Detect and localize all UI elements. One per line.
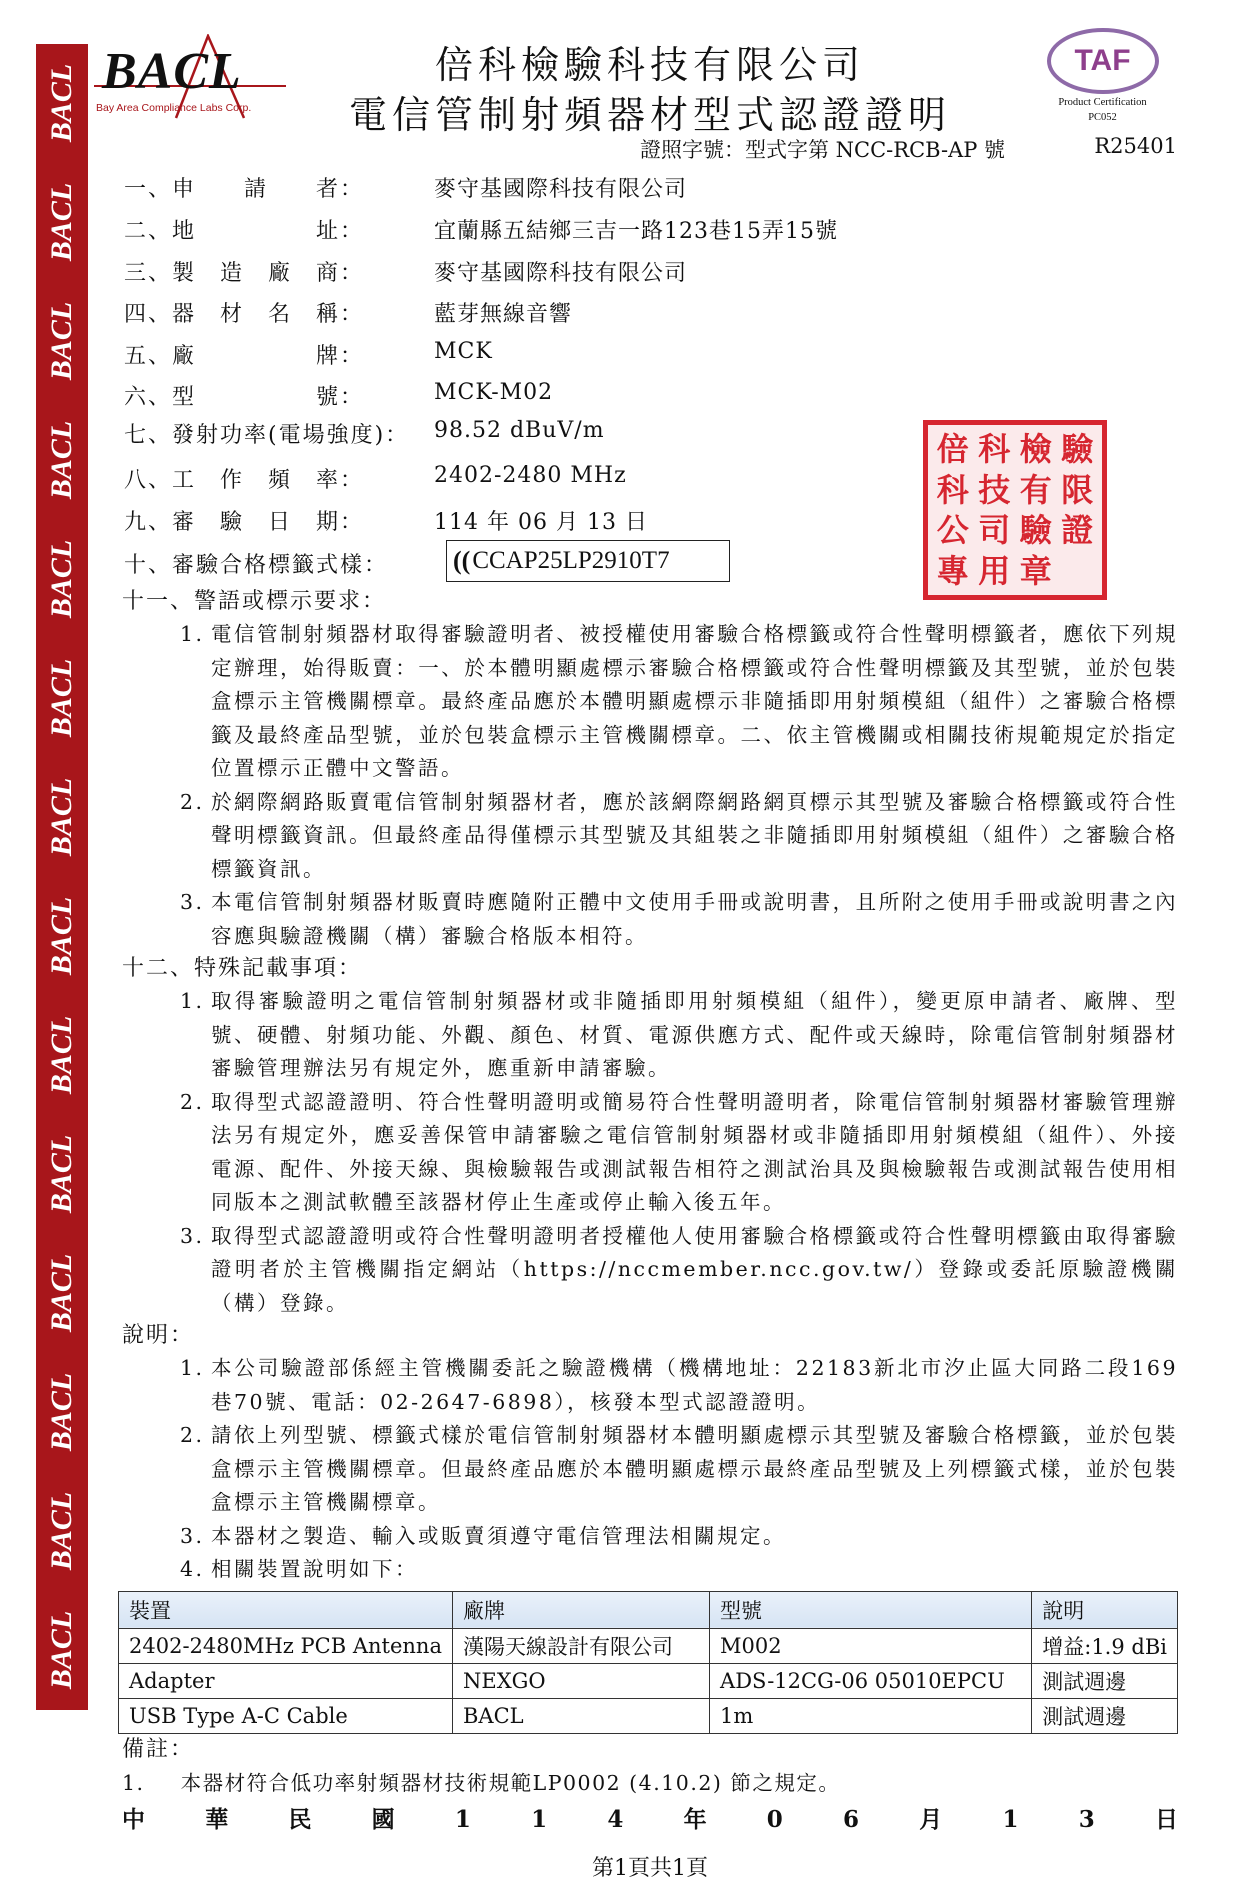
- seal-char: 倍: [936, 430, 969, 469]
- field-label: 七、發射功率(電場強度)：: [124, 423, 410, 448]
- table-cell: 2402-2480MHz PCB Antenna: [119, 1628, 453, 1663]
- cert-number: R25401: [1094, 134, 1177, 158]
- list-item-number: 3.: [180, 1223, 205, 1248]
- list-item-text: 相關裝置說明如下：: [211, 1557, 418, 1581]
- table-header: 廠牌: [452, 1591, 709, 1628]
- seal-char: 章: [1019, 551, 1052, 590]
- list-item: [180, 985, 1178, 1086]
- bacl-watermark-text: BACL: [45, 658, 79, 738]
- seal-char: 技: [978, 470, 1011, 509]
- bacl-watermark-text: BACL: [45, 896, 79, 976]
- field-value: 麥守基國際科技有限公司: [434, 177, 688, 202]
- seal-char: 科: [936, 470, 969, 509]
- list-item-text: 取得型式認證證明或符合性聲明證明者授權他人使用審驗合格標籤或符合性聲明標籤由取得審驗證明者於主管機關指定網站（https://nccmember.ncc.gov.tw/）登錄或委託原驗證機關（構）登錄。: [211, 1223, 1178, 1315]
- document-body: [122, 586, 1178, 1884]
- remark-item: [122, 1766, 1178, 1800]
- table-cell: 測試週邊: [1032, 1698, 1178, 1733]
- field-value: MCK: [434, 339, 493, 364]
- date-char: 民: [288, 1805, 312, 1833]
- list-item: [180, 1086, 1178, 1220]
- taf-logo: [1040, 28, 1165, 132]
- taf-caption: Product Certification: [1058, 97, 1147, 108]
- date-char: 1: [531, 1805, 548, 1833]
- remark-num: 1.: [122, 1770, 145, 1795]
- seal-char: [1057, 551, 1099, 592]
- bacl-watermark-text: BACL: [45, 63, 79, 143]
- field-label: 九、審 驗 日 期：: [124, 510, 365, 535]
- field-label: 二、地 址：: [124, 219, 365, 244]
- field-label: 五、廠 牌：: [124, 344, 365, 369]
- list-item-number: 2.: [180, 1423, 205, 1447]
- seal-char: 用: [978, 551, 1011, 590]
- list-item-text: 本器材之製造、輸入或販賣須遵守電信管理法相關規定。: [211, 1523, 786, 1548]
- bacl-watermark-text: BACL: [45, 420, 79, 500]
- list-item-number: 1.: [180, 622, 205, 646]
- bacl-watermark-text: BACL: [45, 1253, 79, 1333]
- bacl-watermark: [36, 1353, 88, 1471]
- table-cell: M002: [710, 1628, 1032, 1663]
- date-char: 0: [766, 1805, 783, 1833]
- table-cell: 漢陽天線設計有限公司: [452, 1628, 709, 1663]
- bacl-watermark: [36, 639, 88, 757]
- table-row: [119, 1698, 1178, 1733]
- list-item: [180, 618, 1178, 786]
- field-value: MCK-M02: [434, 380, 554, 405]
- field-label: 三、製 造 廠 商：: [124, 261, 365, 286]
- date-char: 華: [205, 1805, 229, 1833]
- date-char: 中: [122, 1805, 145, 1833]
- table-cell: NEXGO: [452, 1663, 709, 1698]
- section-11-list: [180, 618, 1178, 953]
- table-cell: BACL: [452, 1698, 709, 1733]
- seal-char: 限: [1061, 470, 1094, 509]
- date-char: 國: [371, 1805, 395, 1833]
- field-value: 藍芽無線音響: [434, 302, 573, 327]
- field-value: 114 年 06 月 13 日: [434, 510, 648, 535]
- seal-char: 檢: [1019, 430, 1052, 469]
- list-item: [180, 1220, 1178, 1321]
- field-label: 十、審驗合格標籤式樣：: [124, 553, 389, 578]
- bacl-logo: [94, 34, 286, 120]
- field-value: 麥守基國際科技有限公司: [434, 261, 688, 286]
- company-seal: [923, 420, 1107, 600]
- bacl-side-banner: [36, 44, 88, 1710]
- cert-prefix: 證照字號：型式字第 NCC-RCB-AP 號: [640, 138, 1006, 162]
- list-item-text: 本電信管制射頻器材販賣時應隨附正體中文使用手冊或說明書，且所附之使用手冊或說明書之內容應與驗證機關（構）審驗合格版本相符。: [211, 890, 1178, 948]
- ncc-label-icon: ((: [453, 546, 471, 575]
- remark-text: 本器材符合低功率射頻器材技術規範LP0002 (4.10.2) 節之規定。: [180, 1770, 841, 1795]
- taf-code: PC052: [1088, 112, 1117, 123]
- list-item-number: 2.: [180, 789, 205, 814]
- field-row: [124, 418, 605, 449]
- list-item: [180, 1352, 1178, 1419]
- bacl-watermark-text: BACL: [45, 182, 79, 262]
- seal-char: 科: [978, 430, 1011, 469]
- table-cell: Adapter: [119, 1663, 453, 1698]
- bacl-watermark-text: BACL: [45, 1372, 79, 1452]
- list-item-text: 取得審驗證明之電信管制射頻器材或非隨插即用射頻模組（組件），變更原申請者、廠牌、型號、硬體、射頻功能、外觀、顏色、材質、電源供應方式、配件或天線時，除電信管制射頻器材審驗管理辦法另有規定外，應重新申請審驗。: [211, 989, 1178, 1080]
- list-item-text: 取得型式認證證明、符合性聲明證明或簡易符合性聲明證明者，除電信管制射頻器材審驗管理辦法另有規定外，應妥善保管申請審驗之電信管制射頻器材或非隨插即用射頻模組（組件）、外接電源、配件、外接天線、與檢驗報告或測試報告相符之測試治具及與檢驗報告或測試報告使用相同版本之測試軟體至該器材停止生產或停止輸入後五年。: [211, 1089, 1178, 1214]
- date-char: 3: [1078, 1805, 1095, 1833]
- table-cell: ADS-12CG-06 05010EPCU: [710, 1663, 1032, 1698]
- issue-date-line: [122, 1802, 1178, 1838]
- section-12-title: 十二、特殊記載事項：: [122, 956, 363, 981]
- list-item-number: 4.: [180, 1557, 205, 1581]
- bacl-watermark: [36, 996, 88, 1114]
- date-char: 6: [843, 1805, 860, 1833]
- field-label: 四、器 材 名 稱：: [124, 302, 365, 327]
- seal-char: 有: [1019, 470, 1052, 509]
- table-header: 裝置: [119, 1591, 453, 1628]
- date-char: 日: [1154, 1805, 1178, 1833]
- list-item-number: 1.: [180, 989, 205, 1013]
- field-row: [124, 256, 688, 287]
- document-title: 電信管制射頻器材型式認證證明: [348, 93, 951, 137]
- field-row: [124, 505, 648, 536]
- device-table: [118, 1591, 1178, 1734]
- list-item: [180, 886, 1178, 953]
- table-row: [119, 1663, 1178, 1698]
- field-row: [124, 172, 688, 203]
- bacl-watermark: [36, 758, 88, 876]
- bacl-watermark: [36, 1591, 88, 1709]
- table-cell: USB Type A-C Cable: [119, 1698, 453, 1733]
- list-item-text: 電信管制射頻器材取得審驗證明者、被授權使用審驗合格標籤或符合性聲明標籤者，應依下列規定辦理，始得販賣：一、於本體明顯處標示審驗合格標籤或符合性聲明標籤及其型號，並於包裝盒標示主管機關標章。最終產品應於本體明顯處標示非隨插即用射頻模組（組件）之審驗合格標籤及最終產品型號，並於包裝盒標示主管機關標章。二、依主管機關或相關技術規範規定於指定位置標示正體中文警語。: [211, 622, 1178, 780]
- field-label: 六、型 號：: [124, 385, 365, 410]
- list-item-text: 請依上列型號、標籤式樣於電信管制射頻器材本體明顯處標示其型號及審驗合格標籤，並於包裝盒標示主管機關標章。但最終產品應於本體明顯處標示最終產品型號及上列標籤式樣，並於包裝盒標示主管機關標章。: [211, 1423, 1178, 1514]
- date-char: 1: [454, 1805, 471, 1833]
- field-value: 2402-2480 MHz: [434, 463, 627, 488]
- table-cell: 1m: [710, 1698, 1032, 1733]
- approval-label-sample: [446, 540, 730, 582]
- notes-title: 說明：: [122, 1323, 195, 1348]
- seal-char: 證: [1061, 511, 1094, 550]
- certificate-number: [640, 134, 1177, 164]
- list-item-number: 2.: [180, 1089, 205, 1114]
- table-cell: 增益:1.9 dBi: [1032, 1628, 1178, 1663]
- list-item-text: 本公司驗證部係經主管機關委託之驗證機構（機構地址：22183新北市汐止區大同路二段169巷70號、電話：02-2647-6898），核發本型式認證證明。: [211, 1356, 1178, 1414]
- field-value: 宜蘭縣五結鄉三吉一路123巷15弄15號: [434, 219, 838, 244]
- taf-logo-text: TAF: [1074, 44, 1131, 77]
- bacl-watermark-text: BACL: [45, 1491, 79, 1571]
- table-row: [119, 1628, 1178, 1663]
- bacl-watermark-text: BACL: [45, 539, 79, 619]
- seal-char: 公: [936, 511, 969, 550]
- field-value: 98.52 dBuV/m: [434, 418, 605, 443]
- bacl-watermark-text: BACL: [45, 1015, 79, 1095]
- date-char: 年: [683, 1805, 707, 1833]
- date-char: 月: [919, 1805, 943, 1833]
- seal-char: 司: [978, 511, 1011, 550]
- seal-char: 驗: [1019, 511, 1052, 550]
- field-row: [124, 380, 554, 411]
- bacl-watermark: [36, 282, 88, 400]
- list-item-number: 3.: [180, 890, 205, 914]
- field-label: 八、工 作 頻 率：: [124, 468, 365, 493]
- bacl-watermark-text: BACL: [45, 1610, 79, 1690]
- table-cell: 測試週邊: [1032, 1663, 1178, 1698]
- date-char: 4: [607, 1805, 624, 1833]
- bacl-watermark: [36, 877, 88, 995]
- page-number: 第1頁共1頁: [592, 1855, 708, 1881]
- approval-label-code: CCAP25LP2910T7: [472, 547, 670, 574]
- bacl-watermark: [36, 163, 88, 281]
- table-header: 型號: [710, 1591, 1032, 1628]
- seal-char: 專: [936, 551, 969, 590]
- bacl-logo-word: BACL: [102, 43, 242, 100]
- bacl-watermark: [36, 1234, 88, 1352]
- bacl-watermark-text: BACL: [45, 1134, 79, 1214]
- field-row: [124, 339, 493, 370]
- bacl-watermark: [36, 44, 88, 162]
- list-item: [180, 1553, 1178, 1587]
- company-name: 倍科檢驗科技有限公司: [434, 43, 865, 87]
- bacl-watermark: [36, 1472, 88, 1590]
- field-row: [124, 463, 627, 494]
- notes-list: [180, 1352, 1178, 1587]
- bacl-watermark-text: BACL: [45, 301, 79, 381]
- section-12-list: [180, 985, 1178, 1320]
- list-item-number: 1.: [180, 1356, 205, 1380]
- bacl-logo-subtitle: Bay Area Compliance Labs Corp.: [96, 102, 252, 114]
- bacl-watermark: [36, 1115, 88, 1233]
- field-label: 一、申 請 者：: [124, 177, 365, 202]
- date-char: 1: [1002, 1805, 1019, 1833]
- field-row: [124, 548, 434, 579]
- bacl-watermark-text: BACL: [45, 777, 79, 857]
- list-item: [180, 1419, 1178, 1520]
- list-item-text: 於網際網路販賣電信管制射頻器材者，應於該網際網路網頁標示其型號及審驗合格標籤或符合性聲明標籤資訊。但最終產品得僅標示其型號及其組裝之非隨插即用射頻模組（組件）之審驗合格標籤資訊。: [211, 789, 1178, 881]
- bacl-watermark: [36, 520, 88, 638]
- seal-char: 驗: [1061, 430, 1094, 469]
- list-item: [180, 1520, 1178, 1554]
- section-11-title: 十一、警語或標示要求：: [122, 589, 387, 614]
- field-row: [124, 214, 838, 245]
- remarks-title: 備註：: [122, 1736, 195, 1762]
- list-item: [180, 786, 1178, 887]
- field-row: [124, 297, 573, 328]
- table-header: 說明: [1032, 1591, 1178, 1628]
- bacl-watermark: [36, 401, 88, 519]
- list-item-number: 3.: [180, 1523, 205, 1548]
